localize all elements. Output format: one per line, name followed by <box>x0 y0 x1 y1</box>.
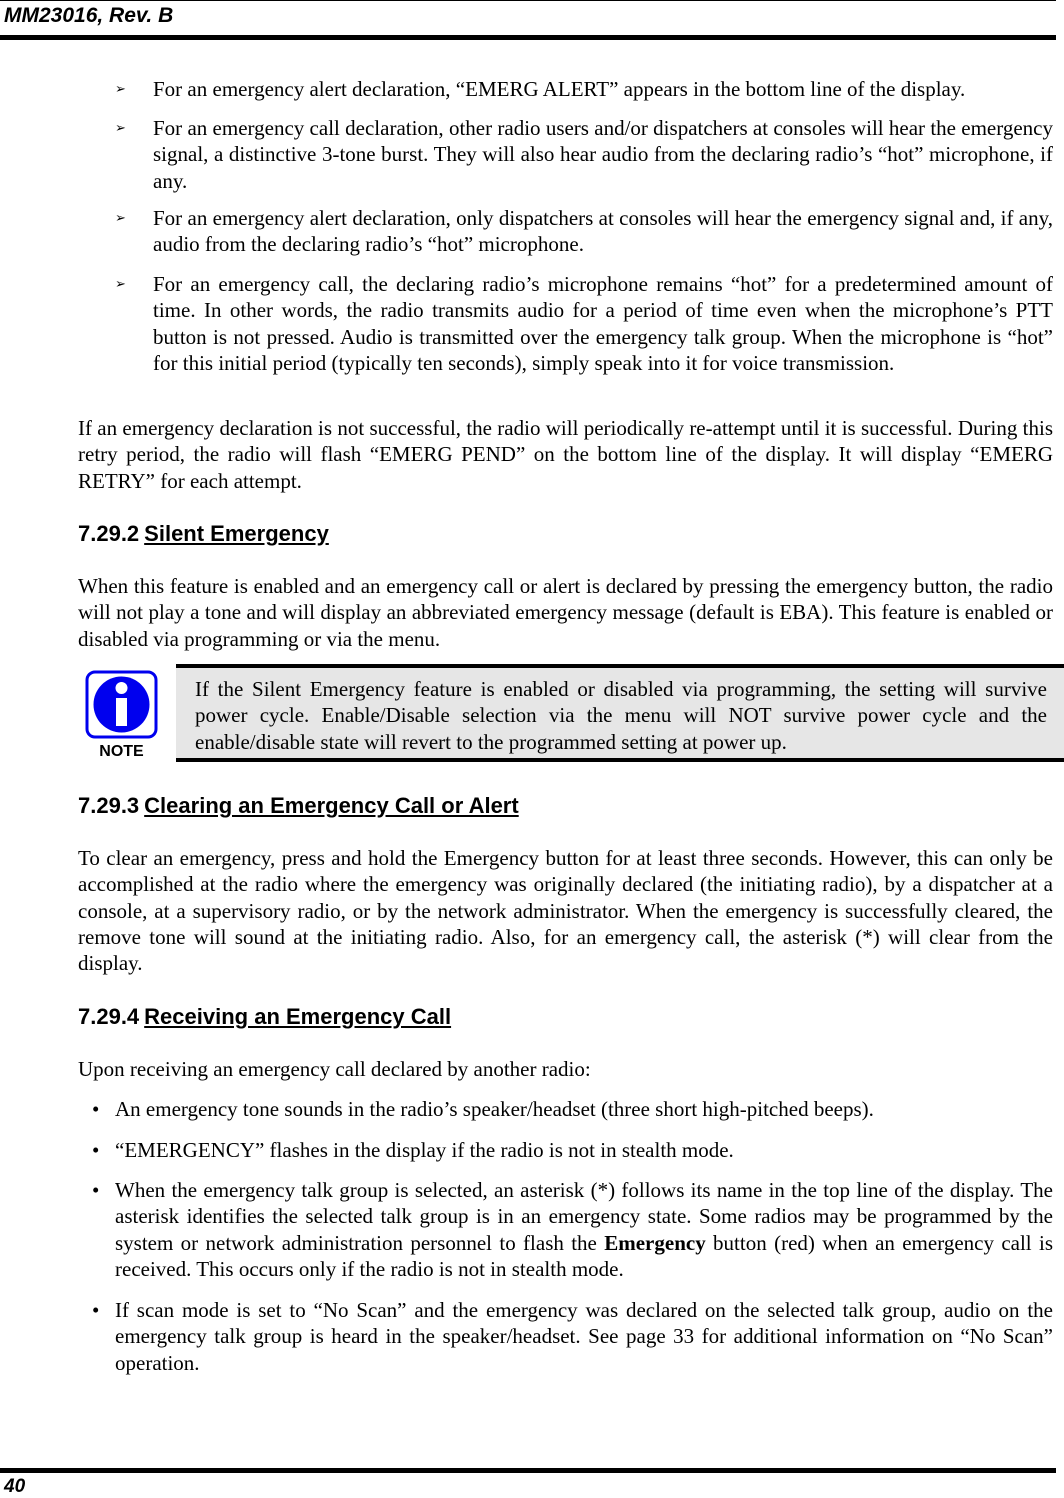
list-item: If scan mode is set to “No Scan” and the emergency was declared on the selected talk group, audio on the emergency talk group is heard in the speaker/headset. See page 33 for additional information on “No Scan” operation. <box>115 1298 1053 1375</box>
arrow-bullet-icon: ➢ <box>115 210 126 225</box>
list-item: For an emergency call, the declaring radio’s microphone remains “hot” for a predetermined amount of time. In other words, the radio transmits audio for a period of time even when the microphone’s PTT button is not pressed. Audio is transmitted over the emergency talk group. When the microphone is “hot” for this initial period (typically ten seconds), simply speak into it for voice transmission. <box>153 272 1053 375</box>
section-title: Receiving an Emergency Call <box>144 1004 452 1029</box>
section-title: Clearing an Emergency Call or Alert <box>144 793 519 818</box>
section-heading-7294 <box>78 1004 451 1030</box>
list-item <box>115 1177 1053 1282</box>
list-item: For an emergency alert declaration, “EMERG ALERT” appears in the bottom line of the display. <box>153 77 966 101</box>
header-top-rule <box>0 0 1056 1</box>
page-number: 40 <box>4 1476 26 1497</box>
receiving-intro: Upon receiving an emergency call declared by another radio: <box>78 1057 591 1081</box>
bullet-icon: • <box>92 1298 100 1322</box>
note-label: NOTE <box>99 743 144 760</box>
section-heading-7293 <box>78 793 519 819</box>
silent-emergency-paragraph: When this feature is enabled and an emergency call or alert is declared by pressing the emergency button, the radio will not play a tone and will display an abbreviated emergency message (default is EBA). This feature is enabled or disabled via programming or via the menu. <box>78 574 1053 651</box>
arrow-bullet-icon: ➢ <box>115 120 126 135</box>
list-item: For an emergency call declaration, other radio users and/or dispatchers at consoles will hear the emergency signal, a distinctive 3-tone burst. They will also hear audio from the declaring radio’s “hot” microphone, if any. <box>153 116 1053 193</box>
text: button (red) when an emergency call is received. This occurs only if the radio is not in stealth mode. <box>115 1230 1053 1281</box>
list-item: An emergency tone sounds in the radio’s speaker/headset (three short high-pitched beeps). <box>115 1097 874 1121</box>
text: When the emergency talk group is selected, an asterisk (*) follows its name in the top line of the display. The asterisk identifies the selected talk group is in an emergency state. Some radios may be programmed by the system or network administration personnel to flash the <box>115 1178 1053 1255</box>
header-rule <box>0 35 1056 40</box>
emergency-bold: Emergency <box>604 1230 706 1255</box>
section-title: Silent Emergency <box>144 521 329 546</box>
list-item: “EMERGENCY” flashes in the display if the radio is not in stealth mode. <box>115 1138 734 1162</box>
retry-paragraph: If an emergency declaration is not successful, the radio will periodically re-attempt until it is successful. During this retry period, the radio will flash “EMERG PEND” on the bottom line of the display. It will display “EMERG RETRY” for each attempt. <box>78 416 1053 493</box>
bullet-icon: • <box>92 1138 100 1162</box>
info-note-icon <box>85 670 158 760</box>
bullet-icon: • <box>92 1097 100 1121</box>
list-item: For an emergency alert declaration, only dispatchers at consoles will hear the emergency signal and, if any, audio from the declaring radio’s “hot” microphone. <box>153 206 1053 257</box>
note-text: If the Silent Emergency feature is enabled or disabled via programming, the setting will survive power cycle. Enable/Disable selection via the menu will NOT survive power cycle and the enable/disable state will revert to the programmed setting at power up. <box>195 677 1047 754</box>
footer-rule <box>0 1468 1056 1473</box>
section-number: 7.29.2 <box>78 521 140 546</box>
arrow-bullet-icon: ➢ <box>115 81 126 96</box>
document-id: MM23016, Rev. B <box>4 4 174 27</box>
section-number: 7.29.4 <box>78 1004 140 1029</box>
bullet-icon: • <box>92 1178 100 1202</box>
arrow-bullet-icon: ➢ <box>115 276 126 291</box>
section-number: 7.29.3 <box>78 793 140 818</box>
clearing-paragraph: To clear an emergency, press and hold the Emergency button for at least three seconds. However, this can only be accomplished at the radio where the emergency was originally declared (the initiating radio), by a dispatcher at a console, at a supervisory radio, or by the network administrator. When the emergency is successfully cleared, the remove tone will sound at the initiating radio. Also, for an emergency call, the asterisk (*) will clear from the display. <box>78 846 1053 976</box>
section-heading-7292 <box>78 521 329 547</box>
